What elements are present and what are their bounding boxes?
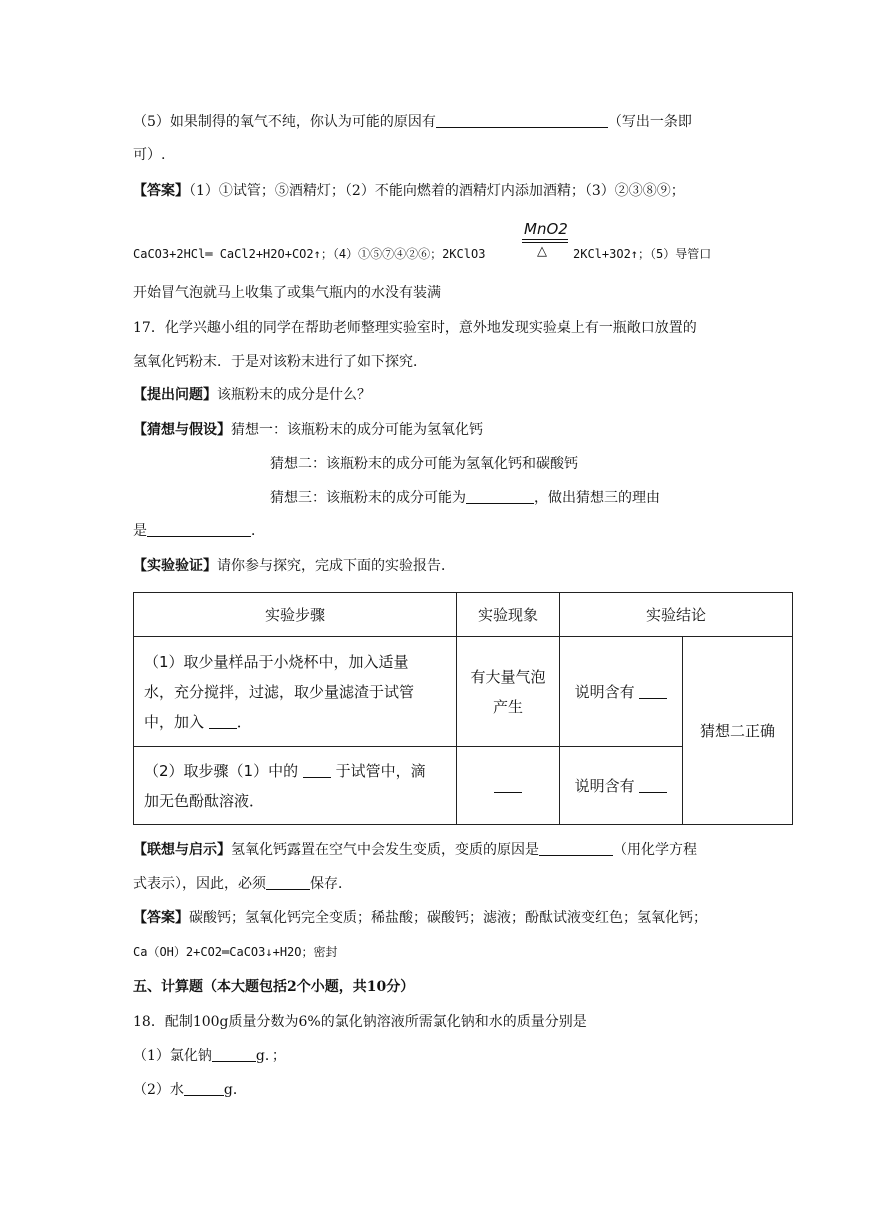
answer-label: 【答案】 — [133, 183, 189, 199]
row1-step — [134, 637, 457, 747]
hypothesis-3-tail: ，做出猜想三的理由 — [534, 490, 660, 506]
q16-answer-line1 — [133, 181, 685, 201]
q18-item1-text: （1）氯化钠 — [133, 1048, 212, 1064]
answer-blank[interactable] — [539, 841, 613, 856]
q16-part5-line — [133, 112, 692, 132]
q17-hypothesis-1 — [133, 420, 483, 440]
answer-blank[interactable] — [212, 1047, 256, 1062]
q17-hypothesis-3-reason — [133, 521, 265, 541]
reason-prefix: 是 — [133, 523, 147, 539]
question-label: 【提出问题】 — [133, 387, 217, 403]
association-text: 氢氧化钙露置在空气中会发生变质，变质的原因是 — [231, 842, 539, 858]
q17-question — [133, 385, 371, 405]
row2-conclusion-text: 说明含有 — [574, 776, 635, 795]
hypothesis-3-text: 猜想三：该瓶粉末的成分可能为 — [270, 490, 466, 506]
row2-conclusion — [560, 747, 683, 825]
answer-label: 【答案】 — [133, 910, 189, 926]
row2-phenomenon — [457, 747, 560, 825]
q17-hypothesis-3 — [270, 488, 660, 508]
q17-answer-text: 碳酸钙；氢氧化钙完全变质；稀盐酸；碳酸钙；滤液；酚酞试液变红色；氢氧化钙； — [189, 910, 707, 926]
catalyst-label: MnO2 — [524, 220, 568, 238]
answer-blank[interactable] — [494, 777, 522, 793]
hypothesis-label: 【猜想与假设】 — [133, 422, 231, 438]
row2-step — [134, 747, 457, 825]
row1-step-line1: （1）取少量样品于小烧杯中，加入适量 — [144, 652, 409, 671]
q17-association-line2 — [133, 874, 352, 894]
q17-hypothesis-2: 猜想二：该瓶粉末的成分可能为氢氧化钙和碳酸钙 — [270, 456, 578, 472]
q16-equation-part1: CaCO3+2HCl═ CaCl2+H2O+CO2↑；（4）①⑤⑦④②⑥；2KClO3 — [133, 247, 486, 261]
reaction-line-top — [522, 239, 568, 240]
q16-equation-part2: 2KCl+3O2↑；（5）导管口 — [573, 247, 712, 261]
association-line2-end: 保存． — [310, 876, 352, 892]
row1-phenomenon-line2: 产生 — [492, 697, 523, 716]
row1-conclusion — [560, 637, 683, 747]
verify-text: 请你参与探究，完成下面的实验报告． — [217, 558, 455, 574]
answer-blank[interactable] — [466, 489, 534, 504]
q17-intro-2: 氢氧化钙粉末．于是对该粉末进行了如下探究． — [133, 354, 427, 370]
association-line2-text: 式表示），因此，必须 — [133, 876, 266, 892]
q18-stem: 18．配制100g质量分数为6%的氯化钠溶液所需氯化钠和水的质量分别是 — [133, 1014, 587, 1030]
q16-part5-text: （5）如果制得的氧气不纯，你认为可能的原因有 — [133, 114, 436, 130]
association-label: 【联想与启示】 — [133, 842, 231, 858]
q18-item2-unit: g． — [223, 1082, 247, 1098]
experiment-table — [133, 592, 793, 825]
heat-symbol: △ — [537, 244, 547, 259]
header-conclusion: 实验结论 — [560, 593, 793, 637]
answer-blank[interactable] — [184, 1081, 224, 1096]
row1-step-line3 — [144, 707, 450, 737]
q17-verify — [133, 556, 455, 576]
answer-blank[interactable] — [639, 683, 667, 699]
header-step: 实验步骤 — [134, 593, 457, 637]
q16-answer-text: （1）①试管；⑤酒精灯；（2）不能向燃着的酒精灯内添加酒精；（3）②③⑧⑨； — [189, 183, 685, 199]
merged-conclusion: 猜想二正确 — [683, 637, 793, 825]
answer-blank[interactable] — [303, 762, 331, 778]
row2-step-text-a: （2）取步骤（1）中的 — [144, 761, 299, 780]
row1-step-line3-text: 中，加入 — [144, 712, 205, 731]
row2-step-line1 — [144, 756, 450, 786]
answer-blank[interactable] — [436, 113, 608, 128]
q16-part5-tail: （写出一条即 — [607, 114, 692, 130]
answer-blank[interactable] — [147, 522, 251, 537]
association-tail: （用化学方程 — [613, 842, 697, 858]
row2-step-line2: 加无色酚酞溶液． — [144, 791, 265, 810]
q16-answer-line3: 开始冒气泡就马上收集了或集气瓶内的水没有装满 — [133, 285, 441, 301]
row2-step-text-b: 于试管中，滴 — [335, 761, 426, 780]
hypothesis-1-text: 猜想一：该瓶粉末的成分可能为氢氧化钙 — [231, 422, 483, 438]
row1-phenomenon-line1: 有大量气泡 — [470, 667, 546, 686]
q16-part5-tail2: 可）. — [133, 147, 166, 163]
q17-answer-line2: Ca（OH）2+CO2═CaCO3↓+H2O；密封 — [133, 945, 338, 959]
q18-item2-text: （2）水 — [133, 1082, 184, 1098]
q17-intro-1: 17．化学兴趣小组的同学在帮助老师整理实验室时，意外地发现实验桌上有一瓶敞口放置的 — [133, 320, 697, 336]
answer-blank[interactable] — [266, 875, 310, 890]
answer-blank[interactable] — [209, 713, 237, 729]
answer-blank[interactable] — [639, 777, 667, 793]
section-title: 五、计算题（本大题包括2个小题，共10分） — [133, 979, 415, 995]
q18-item1-unit: g．； — [255, 1048, 286, 1064]
row1-conclusion-text: 说明含有 — [574, 682, 635, 701]
row1-phenomenon — [457, 637, 560, 747]
verify-label: 【实验验证】 — [133, 558, 217, 574]
question-text: 该瓶粉末的成分是什么？ — [217, 387, 371, 403]
row1-step-line2: 水，充分搅拌，过滤，取少量滤渣于试管 — [144, 682, 415, 701]
q18-item2 — [133, 1080, 247, 1100]
q17-association — [133, 840, 697, 860]
q17-answer-line1 — [133, 908, 707, 928]
header-phenomenon: 实验现象 — [457, 593, 560, 637]
row1-step-period: ． — [236, 712, 252, 731]
q18-item1 — [133, 1046, 286, 1066]
reason-end: ． — [251, 523, 265, 539]
